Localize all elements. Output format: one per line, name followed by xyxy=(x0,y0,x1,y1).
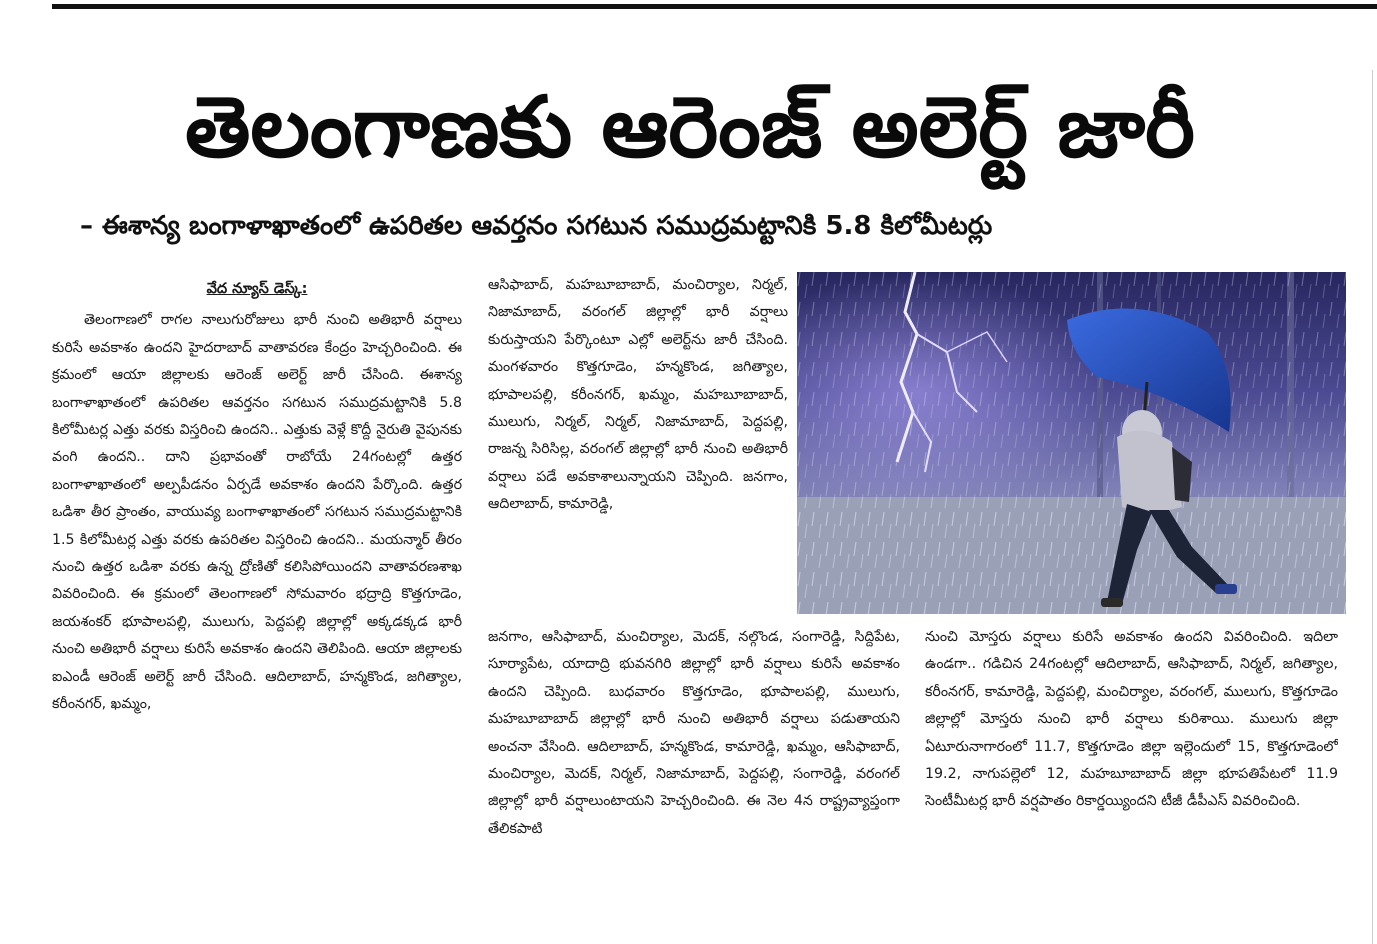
article-column-1 xyxy=(52,276,462,916)
news-photo xyxy=(797,272,1346,614)
article-column-3 xyxy=(925,624,1338,918)
byline: వేద న్యూస్ డెస్క్: xyxy=(206,281,308,297)
column-2-bottom-paragraph: జనగాం, ఆసిఫాబాద్, మంచిర్యాల, మెదక్, నల్గొండ, సంగారెడ్డి, సిద్దిపేట, సూర్యాపేట, యాదాద్రి భువనగిరి జిల్లాల్లో భారీ వర్షాలు కురిసే అవకాశం ఉందని చెప్పింది. బుధవారం కొత్తగూడెం, భూపాలపల్లి, ములుగు, మహబూబాబాద్ జిల్లాల్లో భారీ నుంచి అతిభారీ వర్షాలు పడుతాయని అంచనా వేసింది. ఆదిలాబాద్, హన్మకొండ, కామారెడ్డి, ఖమ్మం, ఆసిఫాబాద్, మంచిర్యాల, మెదక్, నిర్మల్, నిజామాబాద్, పెద్దపల్లి, సంగారెడ్డి, వరంగల్ జిల్లాల్లో భారీ వర్షాలుంటాయని హెచ్చరించింది. ఈ నెల 4న రాష్ట్రవ్యాప్తంగా తేలికపాటి xyxy=(488,629,900,837)
article-column-2-top xyxy=(488,272,788,628)
column-2-top-paragraph: ఆసిఫాబాద్, మహబూబాబాద్, మంచిర్యాల, నిర్మల్, నిజామాబాద్, వరంగల్ జిల్లాల్లో భారీ వర్షాలు కురుస్తాయని పేర్కొంటూ ఎల్లో అలెర్ట్‌ను జారీ చేసింది. మంగళవారం కొత్తగూడెం, హన్మకొండ, జగిత్యాల, భూపాలపల్లి, కరీంనగర్, ఖమ్మం, మహబూబాబాద్, ములుగు, నిర్మల్, నిర్మల్, నిజామాబాద్, పెద్దపల్లి, రాజన్న సిరిసిల్ల, వరంగల్ జిల్లాల్లో భారీ నుంచి అతిభారీ వర్షాలు పడే అవకాశాలున్నాయని చెప్పింది. జనగాం, ఆదిలాబాద్, కామారెడ్డి, xyxy=(488,277,788,513)
headline: తెలంగాణకు ఆరెంజ్ అలెర్ట్ జారీ xyxy=(185,78,1195,176)
column-1-paragraph: తెలంగాణలో రాగల నాలుగురోజులు భారీ నుంచి అతిభారీ వర్షాలు కురిసే అవకాశం ఉందని హైదరాబాద్ వాతావరణ కేంద్రం హెచ్చరించింది. ఈ క్రమంలో ఆయా జిల్లాలకు ఆరెంజ్ అలెర్ట్ జారీ చేసింది. ఈశాన్య బంగాళాఖాతంలో ఉపరితల ఆవర్తనం సగటున సముద్రమట్టానికి 5.8 కిలోమీటర్ల ఎత్తు వరకు విస్తరించి ఉందని.. ఎత్తుకు వెళ్లే కొద్దీ నైరుతి వైపునకు వంగి ఉందని.. దాని ప్రభావంతో రాబోయే 24గంటల్లో ఉత్తర బంగాళాఖాతంలో అల్పపీడనం ఏర్పడే అవకాశం ఉందని పేర్కొంది. ఉత్తర ఒడిశా తీర ప్రాంతం, వాయువ్య బంగాళాఖాతంలో సగటున సముద్రమట్టానికి 1.5 కిలోమీటర్ల ఎత్తు వరకు ఉపరితల విస్తరించి ఉందని.. మయన్మార్ తీరం నుంచి ఉత్తర ఒడిశా వరకు ఉన్న ద్రోణితో కలిసిపోయిందని వాతావరణశాఖ వివరించింది. ఈ క్రమంలో తెలంగాణలో సోమవారం భద్రాద్రి కొత్తగూడెం, జయశంకర్ భూపాలపల్లి, ములుగు, పెద్దపల్లి జిల్లాల్లో అక్కడక్కడ భారీ నుంచి అతిభారీ వర్షాలు కురిసే అవకాశం ఉందని తెలిపింది. ఆయా జిల్లాలకు ఐఎండీ ఆరెంజ్ అలెర్ట్ జారీ చేసింది. ఆదిలాబాద్, హన్మకొండ, జగిత్యాల, కరీంనగర్, ఖమ్మం, xyxy=(52,312,462,713)
top-rule xyxy=(52,4,1377,9)
page-edge-line xyxy=(1372,70,1373,944)
subheadline: – ఈశాన్య బంగాళాఖాతంలో ఉపరితల ఆవర్తనం సగటున సముద్రమట్టానికి 5.8 కిలోమీటర్లు xyxy=(80,211,993,241)
column-3-paragraph: నుంచి మోస్తరు వర్షాలు కురిసే అవకాశం ఉందని వివరించింది. ఇదిలా ఉండగా.. గడిచిన 24గంటల్లో ఆదిలాబాద్, ఆసిఫాబాద్, నిర్మల్, జగిత్యాల, కరీంనగర్, కామారెడ్డి, పెద్దపల్లి, మంచిర్యాల, వరంగల్, ములుగు, కొత్తగూడెం జిల్లాల్లో మోస్తరు నుంచి భారీ వర్షాలు కురిశాయి. ములుగు జిల్లా ఏటూరునాగారంలో 11.7, కొత్తగూడెం జిల్లా ఇల్లెందులో 15, కొత్తగూడెంలో 19.2, నాగుపల్లెలో 12, మహబూబాబాద్ జిల్లా భూపతిపేటలో 11.9 సెంటీమీటర్ల భారీ వర్షపాతం రికార్డయ్యిందని టీజీ డీపీఎస్ వివరించింది. xyxy=(925,629,1338,810)
article-column-2-bottom xyxy=(488,624,900,918)
rain-umbrella-photo xyxy=(797,272,1346,614)
